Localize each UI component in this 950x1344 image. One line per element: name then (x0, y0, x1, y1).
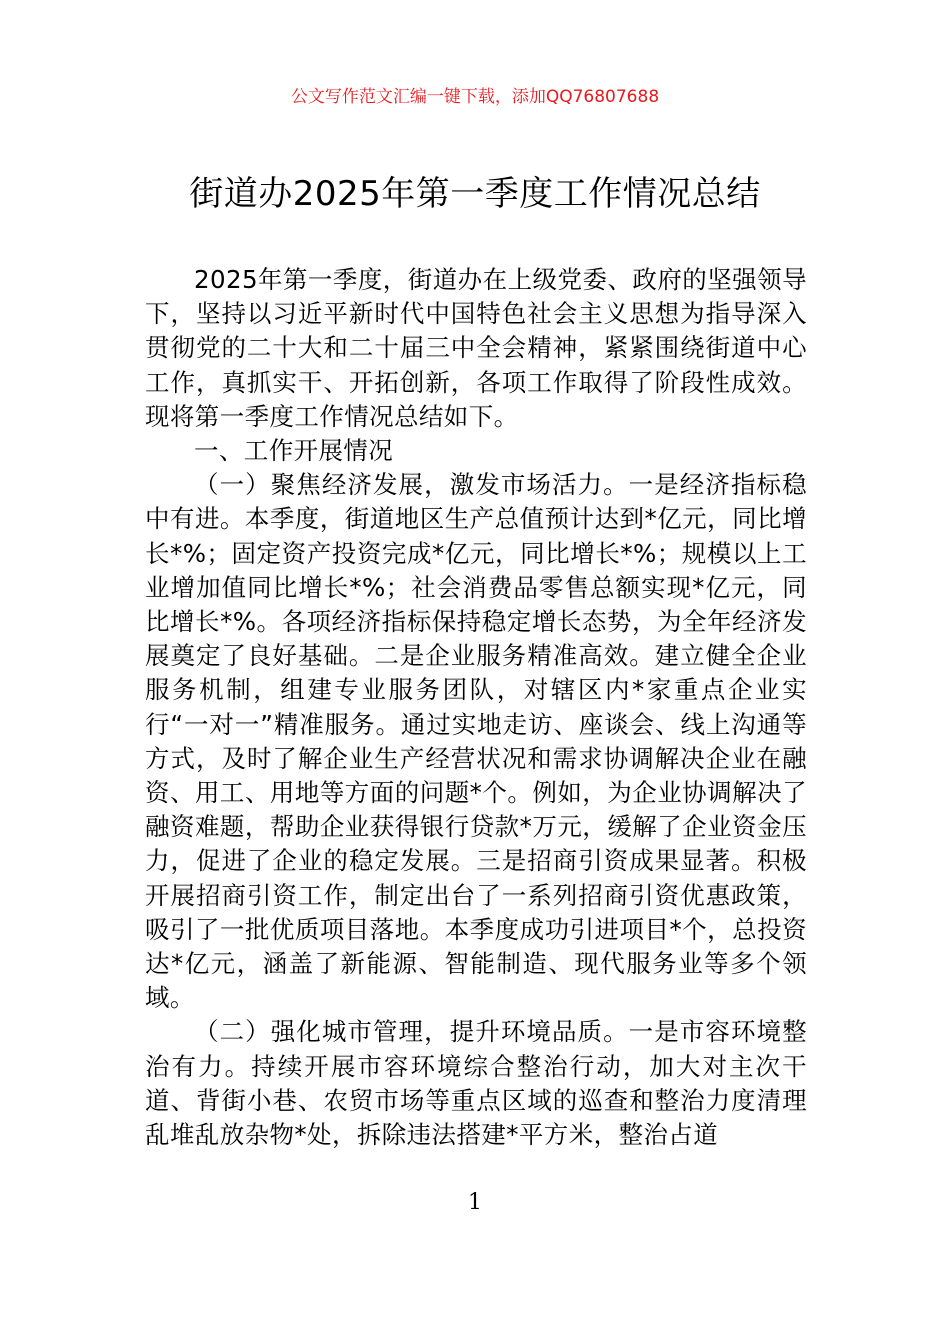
economy-paragraph: （一）聚焦经济发展，激发市场活力。一是经济指标稳中有进。本季度，街道地区生产总值预计达到*亿元，同比增长*%；固定资产投资完成*亿元，同比增长*%；规模以上工业增加值同比增长*%；社会消费品零售总额实现*亿元，同比增长*%。各项经济指标保持稳定增长态势，为全年经济发展奠定了良好基础。二是企业服务精准高效。建立健全企业服务机制，组建专业服务团队，对辖区内*家重点企业实行“一对一”精准服务。通过实地走访、座谈会、线上沟通等方式，及时了解企业生产经营状况和需求协调解决企业在融资、用工、用地等方面的问题*个。例如，为企业协调解决了融资难题，帮助企业获得银行贷款*万元，缓解了企业资金压力，促进了企业的稳定发展。三是招商引资成果显著。积极开展招商引资工作，制定出台了一系列招商引资优惠政策，吸引了一批优质项目落地。本季度成功引进项目*个，总投资达*亿元，涵盖了新能源、智能制造、现代服务业等多个领域。 (145, 470, 807, 1013)
city-management-paragraph: （二）强化城市管理，提升环境品质。一是市容环境整治有力。持续开展市容环境综合整治行动，加大对主次干道、背街小巷、农贸市场等重点区域的巡查和整治力度清理乱堆乱放杂物*处，拆除违法搭建*平方米，整治占道 (145, 1017, 807, 1150)
document-body (145, 263, 807, 1152)
section-heading: 一、工作开展情况 (194, 436, 394, 466)
download-promo-banner: 公文写作范文汇编一键下载，添加QQ76807688 (290, 87, 660, 107)
document-title: 街道办2025年第一季度工作情况总结 (189, 174, 761, 214)
page-number: 1 (468, 1190, 482, 1215)
intro-paragraph: 2025年第一季度，街道办在上级党委、政府的坚强领导下，坚持以习近平新时代中国特色社会主义思想为指导深入贯彻党的二十大和二十届三中全会精神，紧紧围绕街道中心工作，真抓实干、开拓创新，各项工作取得了阶段性成效。现将第一季度工作情况总结如下。 (145, 265, 807, 431)
